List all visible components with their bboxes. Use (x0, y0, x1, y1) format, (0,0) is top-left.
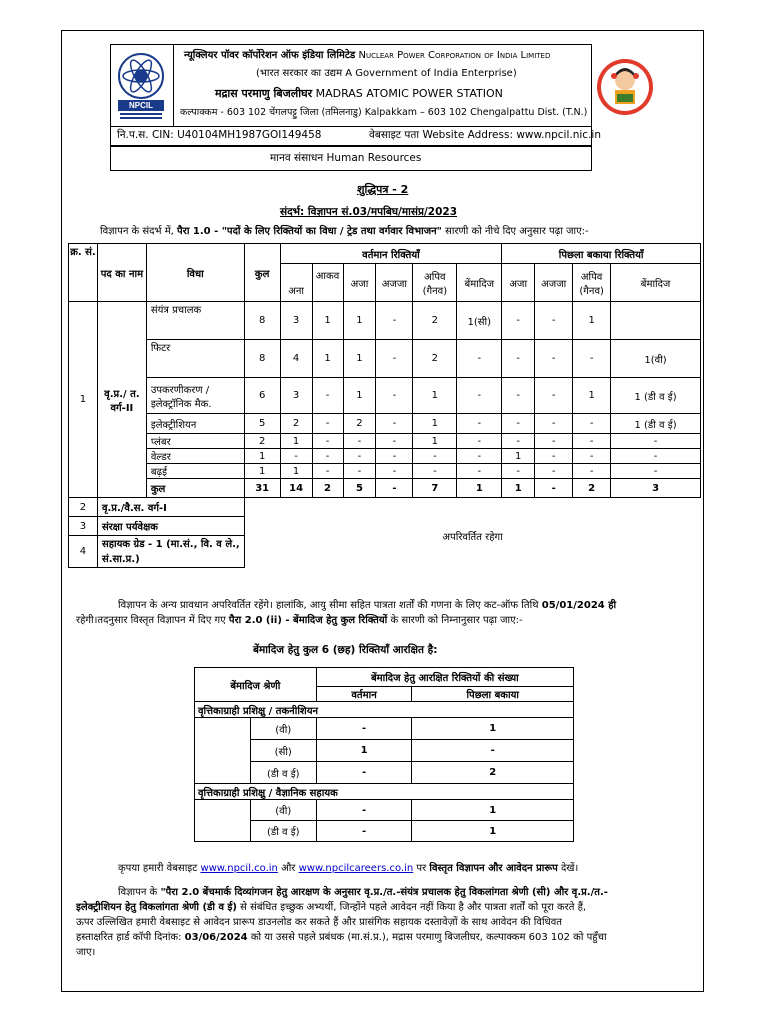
table-row: (डी व ई) - 2 (195, 762, 574, 784)
col-header-discipline: विधा (146, 244, 244, 302)
table-row: प्लंबर 2 1 - - - 1 - - - - - (69, 434, 701, 449)
pwbd-col-reserved: बेंमादिज हेतु आरक्षित रिक्तियों की संख्या (316, 668, 573, 687)
pwbd-table (194, 667, 574, 842)
reference-line: संदर्भ: विज्ञापन सं.03/मपबिघ/मासंप्र/2023 (280, 206, 458, 218)
org-line-3 (215, 88, 503, 99)
website-address[interactable]: वेबसाइट पता Website Address: www.npcil.nic.in (369, 129, 601, 141)
table-row: इलेक्ट्रीशियन 5 2 - 2 - 1 - - - - 1 (डी व ई) (69, 414, 701, 434)
table-row: (वी) - 1 (195, 718, 574, 740)
table-row: वेल्डर 1 - - - - - - 1 - - - (69, 449, 701, 464)
pwbd-group-technician: वृत्तिकाग्राही प्रशिक्षु / तकनीशियन (195, 702, 574, 718)
table-total-row: कुल 31 14 2 5 - 7 1 1 - 2 3 (69, 479, 701, 498)
table-row: 2 वृ.प्र./वै.स. वर्ग-I अपरिवर्तित रहेगा (69, 498, 701, 517)
address-english: Kalpakkam – 603 102 Chengalpattu Dist. (T.N.) (364, 107, 588, 118)
col-header-backlog-st: अजजा (535, 264, 573, 302)
col-header-post: पद का नाम (97, 244, 146, 302)
org-name-hindi: न्यूक्लियर पॉवर कॉर्पोरेशन ऑफ इंडिया लिमिटेड (184, 50, 356, 61)
col-header-backlog-pwbd: बेंमादिज (611, 264, 701, 302)
pwbd-heading: बेंमादिज हेतु कुल 6 (छह) रिक्तियाँ आरक्षित है: (253, 644, 438, 656)
col-header-backlog: पिछला बकाया रिक्तियाँ (502, 244, 701, 264)
table-row: उपकरणीकरण / इलेक्ट्रॉनिक मैक. 6 3 - 1 - 1 - - - 1 1 (डी व ई) (69, 378, 701, 414)
table-row: 4 सहायक ग्रेड - 1 (मा.सं., वि. व ले., सं.सा.प्र.) (69, 536, 701, 568)
paragraph-instructions: विज्ञापन के "पैरा 2.0 बेंचमार्क दिव्यांगजन हेतु आरक्षण के अनुसार वृ.प्र./त.-संयंत्र प्रचालक हेतु विकलांगता श्रेणी (सी) और वृ.प्र./त.- इलेक्ट्रीशियन हेतु विकलांगता श्रेणी (डी व ई) से संबंधित इच्छुक अभ्यर्थी, जिन्होंने पहले आवेदन नहीं किया है और पात्रता शर्तों को पूरा करते हैं, ऊपर उल्लिखित हमारी वेबसाइट से आवेदन प्रारूप डाउनलोड कर सकते हैं और प्रासंगिक सहायक दस्तावेज़ों के साथ आवेदन की विधिवत हस्ताक्षरित हार्ड कॉपी दिनांक: 03/06/2024 को या उससे पहले प्रबंधक (मा.सं.प्र.), मद्रास परमाणु बिजलीघर, कल्पाक्कम 603 102 को पहुँचा जाए। (76, 887, 608, 958)
paragraph-website: कृपया हमारी वेबसाइट www.npcil.co.in और www.npcilcareers.co.in पर विस्तृत विज्ञापन और आवेदन प्रारूप देखें। (118, 863, 579, 874)
col-header-total: कुल (244, 244, 280, 302)
cin-number: नि.प.स. CIN: U40104MH1987GOI149458 (117, 129, 322, 141)
table-row: (डी व ई) - 1 (195, 821, 574, 842)
gov-enterprise-hindi: (भारत सरकार का उद्यम (256, 68, 343, 79)
table-row: 3 संरक्षा पर्यवेक्षक (69, 517, 701, 536)
col-header-backlog-obc: अपिव (गैनव) (573, 264, 611, 302)
table-row: (सी) 1 - (195, 740, 574, 762)
document-title: शुद्धिपत्र - 2 (357, 183, 409, 196)
header-rule (110, 170, 592, 171)
col-header-sc: अजा (343, 264, 376, 302)
header-rule (110, 126, 592, 127)
table-row: बढ़ई 1 1 - - - - - - - - - (69, 464, 701, 479)
table-row: फिटर 8 4 1 1 - 2 - - - - 1(वी) (69, 340, 701, 378)
department-name: मानव संसाधन Human Resources (270, 152, 422, 164)
pwbd-col-category: बेंमादिज श्रेणी (195, 668, 317, 702)
pwbd-col-current: वर्तमान (316, 687, 412, 702)
org-name-english: Nuclear Power Corporation of India Limited (358, 50, 551, 61)
col-header-obc: अपिव (गैनव) (413, 264, 457, 302)
col-header-current: वर्तमान रिक्तियाँ (280, 244, 502, 264)
vacancy-table (68, 243, 701, 568)
org-line-1 (184, 51, 550, 61)
row-sno: 1 (69, 302, 98, 498)
col-header-ews: आकव (312, 264, 343, 302)
header-divider (173, 44, 174, 126)
table-row: (वी) - 1 (195, 800, 574, 821)
pwbd-col-backlog: पिछला बकाया (412, 687, 574, 702)
unchanged-note: अपरिवर्तित रहेगा (244, 498, 700, 568)
org-line-2 (256, 69, 517, 79)
npcil-careers-link[interactable]: www.npcilcareers.co.in (298, 863, 414, 874)
col-header-st: अजजा (376, 264, 413, 302)
beti-bachao-logo (596, 56, 654, 118)
col-header-backlog-sc: अजा (502, 264, 535, 302)
table-row: 1 वृ.प्र./ त. वर्ग-II संयंत्र प्रचालक 8 3 1 1 - 2 1(सी) - - 1 (69, 302, 701, 340)
intro-paragraph: विज्ञापन के संदर्भ में, पैरा 1.0 - "पदों के लिए रिक्तियों का विधा / ट्रेड तथा वर्गवार विभाजन" सारणी को नीचे दिए अनुसार पढ़ा जाए:- (100, 226, 589, 237)
org-line-4 (180, 108, 587, 118)
npcil-link[interactable]: www.npcil.co.in (200, 863, 278, 874)
header-rule (110, 146, 111, 170)
header-rule (591, 146, 592, 170)
paragraph-eligibility: विज्ञापन के अन्य प्रावधान अपरिवर्तित रहेंगे। हालांकि, आयु सीमा सहित पात्रता शर्तों की गणना के लिए कट-ऑफ तिथि 05/01/2024 ही रहेगी।तदनुसार विस्तृत विज्ञापन में दिए गए पैरा 2.0 (ii) - बेंमादिज हेतु कुल रिक्तियों के सारणी को निम्नानुसार पढ़ा जाए:- (76, 600, 617, 626)
header-rule (110, 146, 592, 147)
gov-enterprise-english: A Government of India Enterprise) (345, 68, 517, 79)
station-name-english: MADRAS ATOMIC POWER STATION (315, 87, 503, 100)
pwbd-group-scientific: वृत्तिकाग्राही प्रशिक्षु / वैज्ञानिक सहायक (195, 784, 574, 800)
npcil-logo (112, 48, 170, 122)
address-hindi: कल्पाक्कम - 603 102 चेंगलपट्टु जिला (तमिलनाडु) (180, 107, 362, 118)
col-header-ur: अना (280, 264, 312, 302)
station-name-hindi: मद्रास परमाणु बिजलीघर (215, 87, 313, 100)
logo-text: NPCIL (129, 101, 153, 110)
col-header-pwbd: बेंमादिज (457, 264, 502, 302)
col-header-sno: क्र. सं. (69, 244, 98, 302)
row-post: वृ.प्र./ त. वर्ग-II (97, 302, 146, 498)
